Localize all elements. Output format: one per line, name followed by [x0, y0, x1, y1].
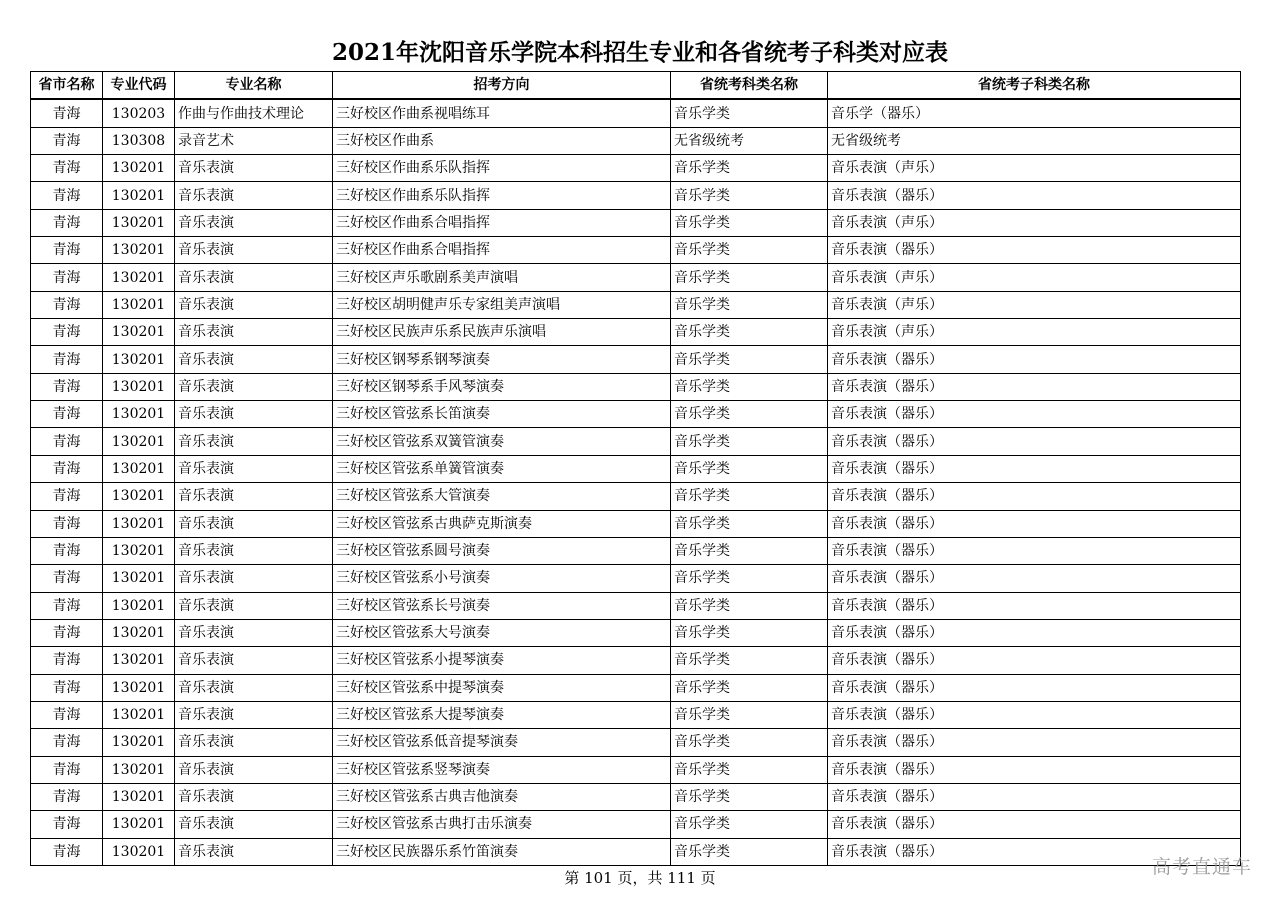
cell-exam-subcategory: 音乐表演（器乐）	[828, 483, 1241, 510]
table-row	[31, 483, 1241, 510]
cell-province: 青海	[31, 729, 103, 756]
cell-province: 青海	[31, 838, 103, 865]
table-row	[31, 619, 1241, 646]
cell-exam-subcategory: 音乐表演（器乐）	[828, 237, 1241, 264]
table-row	[31, 182, 1241, 209]
cell-direction: 三好校区作曲系乐队指挥	[333, 155, 671, 182]
cell-direction: 三好校区管弦系小提琴演奏	[333, 647, 671, 674]
cell-province: 青海	[31, 701, 103, 728]
cell-exam-subcategory: 音乐表演（声乐）	[828, 155, 1241, 182]
cell-major-name: 音乐表演	[175, 182, 333, 209]
header-major-code: 专业代码	[103, 72, 175, 100]
cell-exam-category: 音乐学类	[671, 619, 828, 646]
table-row	[31, 674, 1241, 701]
cell-major-name: 音乐表演	[175, 401, 333, 428]
cell-province: 青海	[31, 182, 103, 209]
cell-major-code: 130201	[103, 428, 175, 455]
cell-major-code: 130201	[103, 401, 175, 428]
cell-province: 青海	[31, 647, 103, 674]
cell-exam-subcategory: 音乐学（器乐）	[828, 99, 1241, 127]
cell-major-code: 130201	[103, 647, 175, 674]
cell-major-code: 130308	[103, 127, 175, 154]
cell-province: 青海	[31, 401, 103, 428]
cell-direction: 三好校区管弦系竖琴演奏	[333, 756, 671, 783]
cell-exam-subcategory: 音乐表演（器乐）	[828, 647, 1241, 674]
cell-major-code: 130201	[103, 510, 175, 537]
cell-exam-subcategory: 音乐表演（器乐）	[828, 537, 1241, 564]
cell-exam-subcategory: 音乐表演（器乐）	[828, 428, 1241, 455]
cell-exam-category: 音乐学类	[671, 209, 828, 236]
cell-province: 青海	[31, 811, 103, 838]
cell-exam-category: 音乐学类	[671, 373, 828, 400]
cell-province: 青海	[31, 291, 103, 318]
cell-major-name: 音乐表演	[175, 619, 333, 646]
document-title: 2021年沈阳音乐学院本科招生专业和各省统考子科类对应表	[331, 39, 948, 66]
cell-major-code: 130201	[103, 701, 175, 728]
cell-direction: 三好校区民族声乐系民族声乐演唱	[333, 319, 671, 346]
cell-exam-category: 音乐学类	[671, 592, 828, 619]
cell-province: 青海	[31, 619, 103, 646]
cell-direction: 三好校区钢琴系手风琴演奏	[333, 373, 671, 400]
cell-province: 青海	[31, 537, 103, 564]
cell-direction: 三好校区管弦系古典打击乐演奏	[333, 811, 671, 838]
cell-exam-category: 音乐学类	[671, 756, 828, 783]
cell-major-name: 录音艺术	[175, 127, 333, 154]
cell-major-code: 130203	[103, 99, 175, 127]
table-row	[31, 565, 1241, 592]
header-exam-category: 省统考科类名称	[671, 72, 828, 100]
cell-major-name: 音乐表演	[175, 209, 333, 236]
table-row	[31, 373, 1241, 400]
cell-province: 青海	[31, 428, 103, 455]
cell-province: 青海	[31, 592, 103, 619]
table-row	[31, 237, 1241, 264]
cell-major-code: 130201	[103, 346, 175, 373]
cell-exam-subcategory: 音乐表演（声乐）	[828, 319, 1241, 346]
cell-province: 青海	[31, 783, 103, 810]
cell-exam-category: 音乐学类	[671, 291, 828, 318]
cell-exam-category: 音乐学类	[671, 264, 828, 291]
cell-major-name: 音乐表演	[175, 838, 333, 865]
watermark: 高考直通车	[1151, 856, 1252, 878]
cell-major-code: 130201	[103, 783, 175, 810]
table-body	[31, 99, 1241, 865]
cell-province: 青海	[31, 455, 103, 482]
cell-exam-subcategory: 音乐表演（器乐）	[828, 455, 1241, 482]
cell-direction: 三好校区作曲系合唱指挥	[333, 237, 671, 264]
cell-exam-subcategory: 音乐表演（器乐）	[828, 701, 1241, 728]
cell-major-name: 音乐表演	[175, 264, 333, 291]
cell-direction: 三好校区作曲系乐队指挥	[333, 182, 671, 209]
cell-major-code: 130201	[103, 537, 175, 564]
cell-province: 青海	[31, 756, 103, 783]
cell-exam-subcategory: 音乐表演（器乐）	[828, 729, 1241, 756]
cell-exam-category: 无省级统考	[671, 127, 828, 154]
cell-major-name: 音乐表演	[175, 237, 333, 264]
cell-province: 青海	[31, 565, 103, 592]
cell-exam-subcategory: 音乐表演（器乐）	[828, 592, 1241, 619]
cell-major-name: 音乐表演	[175, 729, 333, 756]
header-direction: 招考方向	[333, 72, 671, 100]
cell-province: 青海	[31, 264, 103, 291]
cell-direction: 三好校区声乐歌剧系美声演唱	[333, 264, 671, 291]
cell-exam-subcategory: 音乐表演（器乐）	[828, 182, 1241, 209]
table-row	[31, 155, 1241, 182]
cell-exam-category: 音乐学类	[671, 428, 828, 455]
cell-exam-subcategory: 音乐表演（器乐）	[828, 401, 1241, 428]
table-row	[31, 346, 1241, 373]
cell-major-name: 音乐表演	[175, 811, 333, 838]
table-row	[31, 401, 1241, 428]
table-row	[31, 209, 1241, 236]
admission-table	[30, 71, 1241, 866]
cell-exam-category: 音乐学类	[671, 537, 828, 564]
cell-direction: 三好校区管弦系长笛演奏	[333, 401, 671, 428]
cell-major-name: 音乐表演	[175, 483, 333, 510]
table-row	[31, 319, 1241, 346]
cell-major-code: 130201	[103, 565, 175, 592]
cell-exam-subcategory: 音乐表演（器乐）	[828, 510, 1241, 537]
cell-province: 青海	[31, 373, 103, 400]
table-row	[31, 756, 1241, 783]
cell-exam-category: 音乐学类	[671, 483, 828, 510]
cell-province: 青海	[31, 155, 103, 182]
table-row	[31, 838, 1241, 865]
cell-major-name: 音乐表演	[175, 346, 333, 373]
header-major-name: 专业名称	[175, 72, 333, 100]
cell-direction: 三好校区管弦系古典吉他演奏	[333, 783, 671, 810]
cell-major-name: 音乐表演	[175, 565, 333, 592]
cell-exam-subcategory: 音乐表演（器乐）	[828, 346, 1241, 373]
cell-exam-category: 音乐学类	[671, 99, 828, 127]
cell-exam-subcategory: 音乐表演（器乐）	[828, 373, 1241, 400]
cell-exam-category: 音乐学类	[671, 838, 828, 865]
cell-direction: 三好校区钢琴系钢琴演奏	[333, 346, 671, 373]
cell-exam-subcategory: 音乐表演（声乐）	[828, 209, 1241, 236]
cell-direction: 三好校区作曲系	[333, 127, 671, 154]
cell-direction: 三好校区民族器乐系竹笛演奏	[333, 838, 671, 865]
cell-exam-subcategory: 无省级统考	[828, 127, 1241, 154]
cell-major-name: 音乐表演	[175, 510, 333, 537]
table-row	[31, 455, 1241, 482]
table-row	[31, 127, 1241, 154]
cell-major-name: 音乐表演	[175, 783, 333, 810]
cell-province: 青海	[31, 346, 103, 373]
cell-major-code: 130201	[103, 483, 175, 510]
cell-major-name: 音乐表演	[175, 701, 333, 728]
cell-major-code: 130201	[103, 838, 175, 865]
cell-province: 青海	[31, 209, 103, 236]
cell-major-name: 音乐表演	[175, 674, 333, 701]
cell-major-name: 音乐表演	[175, 155, 333, 182]
cell-major-name: 音乐表演	[175, 647, 333, 674]
table-header-row	[31, 72, 1241, 100]
table-row	[31, 647, 1241, 674]
cell-direction: 三好校区管弦系大号演奏	[333, 619, 671, 646]
cell-major-name: 音乐表演	[175, 373, 333, 400]
cell-major-code: 130201	[103, 319, 175, 346]
cell-exam-category: 音乐学类	[671, 510, 828, 537]
cell-province: 青海	[31, 483, 103, 510]
cell-exam-category: 音乐学类	[671, 319, 828, 346]
cell-exam-category: 音乐学类	[671, 346, 828, 373]
cell-exam-category: 音乐学类	[671, 701, 828, 728]
table-row	[31, 729, 1241, 756]
cell-major-code: 130201	[103, 373, 175, 400]
cell-exam-subcategory: 音乐表演（器乐）	[828, 565, 1241, 592]
table-row	[31, 291, 1241, 318]
cell-direction: 三好校区管弦系圆号演奏	[333, 537, 671, 564]
cell-exam-subcategory: 音乐表演（器乐）	[828, 674, 1241, 701]
cell-province: 青海	[31, 319, 103, 346]
cell-major-code: 130201	[103, 155, 175, 182]
table-row	[31, 264, 1241, 291]
cell-exam-category: 音乐学类	[671, 811, 828, 838]
cell-major-name: 音乐表演	[175, 537, 333, 564]
cell-major-code: 130201	[103, 455, 175, 482]
cell-major-code: 130201	[103, 264, 175, 291]
cell-exam-category: 音乐学类	[671, 729, 828, 756]
cell-direction: 三好校区管弦系古典萨克斯演奏	[333, 510, 671, 537]
cell-direction: 三好校区管弦系大管演奏	[333, 483, 671, 510]
cell-direction: 三好校区管弦系双簧管演奏	[333, 428, 671, 455]
cell-major-name: 音乐表演	[175, 428, 333, 455]
table-row	[31, 592, 1241, 619]
cell-major-code: 130201	[103, 237, 175, 264]
cell-exam-category: 音乐学类	[671, 565, 828, 592]
cell-major-code: 130201	[103, 729, 175, 756]
cell-major-name: 音乐表演	[175, 455, 333, 482]
cell-province: 青海	[31, 674, 103, 701]
cell-direction: 三好校区管弦系中提琴演奏	[333, 674, 671, 701]
cell-major-name: 音乐表演	[175, 291, 333, 318]
cell-major-code: 130201	[103, 291, 175, 318]
cell-exam-category: 音乐学类	[671, 182, 828, 209]
cell-major-code: 130201	[103, 674, 175, 701]
table-row	[31, 811, 1241, 838]
cell-exam-category: 音乐学类	[671, 455, 828, 482]
cell-exam-subcategory: 音乐表演（器乐）	[828, 619, 1241, 646]
cell-exam-subcategory: 音乐表演（器乐）	[828, 756, 1241, 783]
table-row	[31, 428, 1241, 455]
cell-direction: 三好校区作曲系视唱练耳	[333, 99, 671, 127]
header-exam-subcategory: 省统考子科类名称	[828, 72, 1241, 100]
cell-exam-subcategory: 音乐表演（器乐）	[828, 783, 1241, 810]
cell-direction: 三好校区管弦系低音提琴演奏	[333, 729, 671, 756]
table-row	[31, 783, 1241, 810]
cell-province: 青海	[31, 510, 103, 537]
cell-direction: 三好校区管弦系长号演奏	[333, 592, 671, 619]
cell-province: 青海	[31, 127, 103, 154]
table-row	[31, 99, 1241, 127]
cell-major-code: 130201	[103, 756, 175, 783]
table-row	[31, 537, 1241, 564]
page-number: 第 101 页，共 111 页	[564, 869, 716, 887]
cell-major-name: 音乐表演	[175, 756, 333, 783]
cell-exam-category: 音乐学类	[671, 783, 828, 810]
cell-exam-subcategory: 音乐表演（声乐）	[828, 291, 1241, 318]
cell-major-name: 音乐表演	[175, 319, 333, 346]
cell-major-code: 130201	[103, 592, 175, 619]
cell-exam-category: 音乐学类	[671, 401, 828, 428]
cell-direction: 三好校区管弦系单簧管演奏	[333, 455, 671, 482]
cell-exam-subcategory: 音乐表演（器乐）	[828, 811, 1241, 838]
cell-major-name: 音乐表演	[175, 592, 333, 619]
cell-exam-category: 音乐学类	[671, 674, 828, 701]
table-row	[31, 701, 1241, 728]
cell-exam-category: 音乐学类	[671, 155, 828, 182]
cell-direction: 三好校区作曲系合唱指挥	[333, 209, 671, 236]
header-province: 省市名称	[31, 72, 103, 100]
cell-exam-category: 音乐学类	[671, 647, 828, 674]
cell-major-name: 作曲与作曲技术理论	[175, 99, 333, 127]
cell-major-code: 130201	[103, 209, 175, 236]
cell-exam-subcategory: 音乐表演（器乐）	[828, 838, 1241, 865]
cell-major-code: 130201	[103, 182, 175, 209]
cell-exam-subcategory: 音乐表演（声乐）	[828, 264, 1241, 291]
cell-major-code: 130201	[103, 811, 175, 838]
cell-major-code: 130201	[103, 619, 175, 646]
cell-direction: 三好校区管弦系小号演奏	[333, 565, 671, 592]
cell-province: 青海	[31, 99, 103, 127]
table-row	[31, 510, 1241, 537]
cell-direction: 三好校区管弦系大提琴演奏	[333, 701, 671, 728]
cell-direction: 三好校区胡明健声乐专家组美声演唱	[333, 291, 671, 318]
cell-exam-category: 音乐学类	[671, 237, 828, 264]
cell-province: 青海	[31, 237, 103, 264]
